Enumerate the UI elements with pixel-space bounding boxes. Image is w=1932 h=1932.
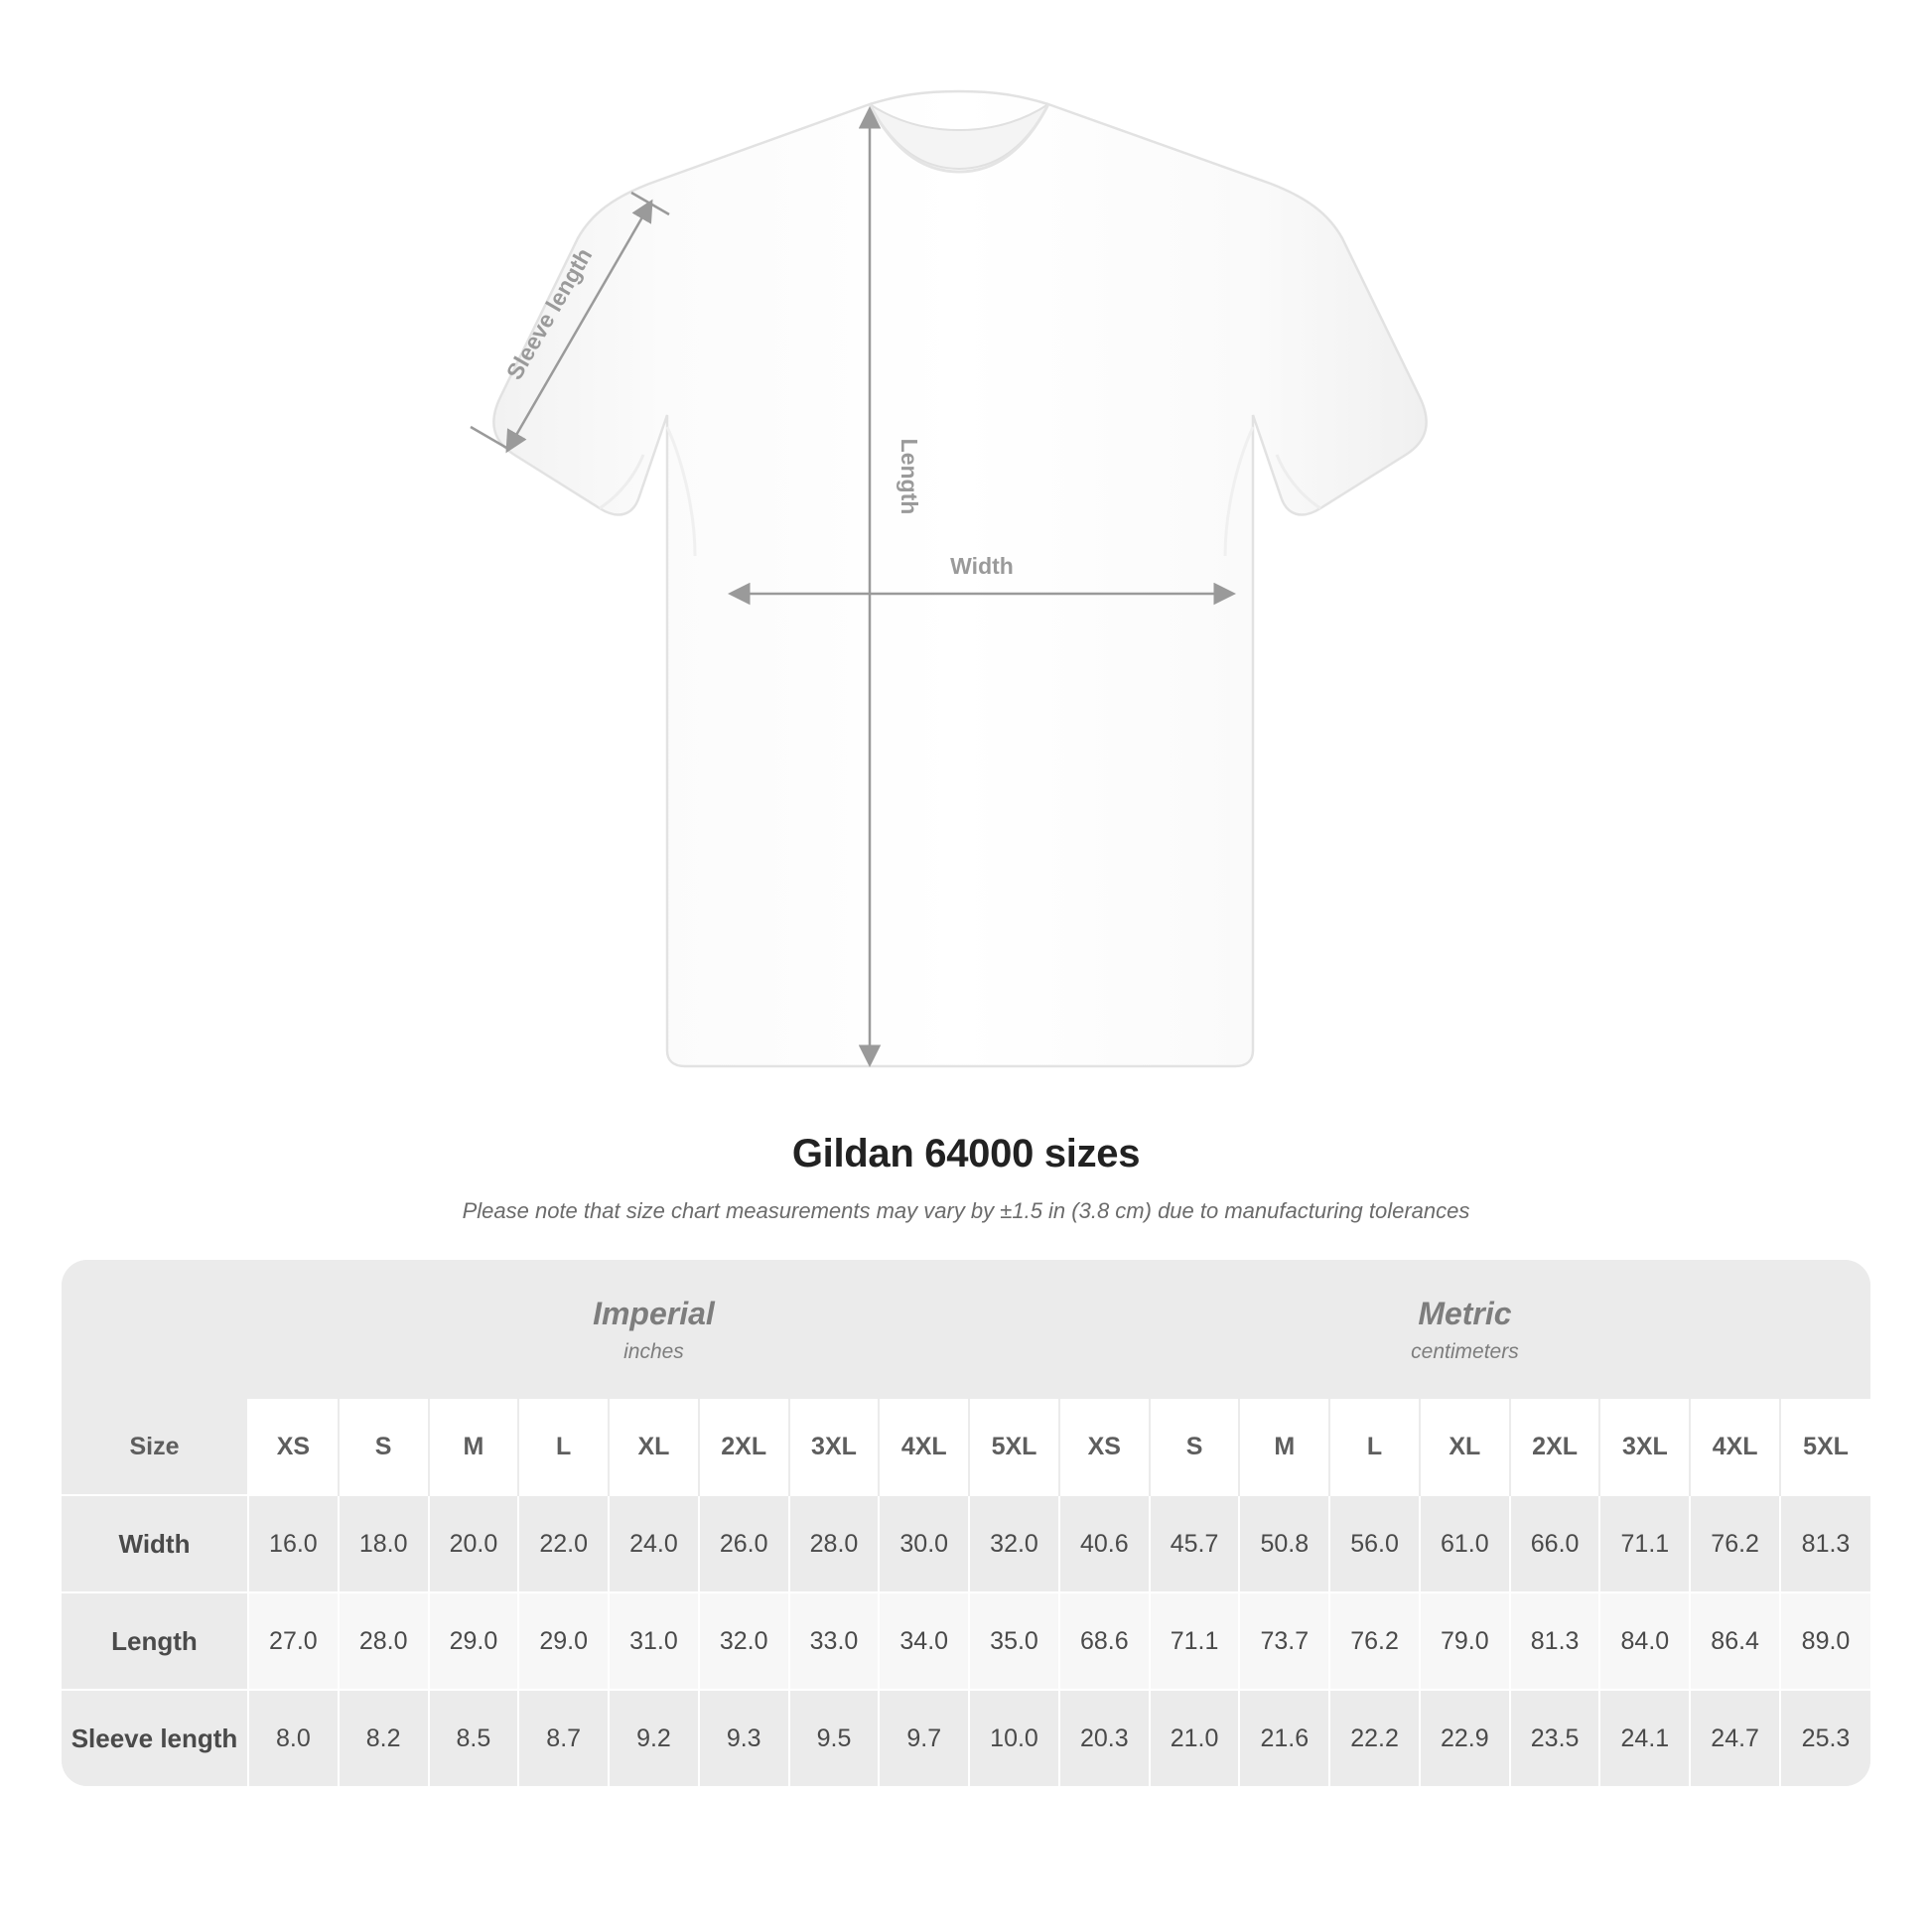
title-block bbox=[0, 1132, 1932, 1224]
table-cell: 84.0 bbox=[1599, 1592, 1690, 1690]
size-table bbox=[62, 1260, 1870, 1786]
table-cell: 9.7 bbox=[879, 1690, 969, 1786]
table-cell: 20.3 bbox=[1059, 1690, 1150, 1786]
table-cell: 9.5 bbox=[789, 1690, 880, 1786]
row-label: Sleeve length bbox=[62, 1690, 248, 1786]
table-cell: 40.6 bbox=[1059, 1495, 1150, 1592]
table-cell: 76.2 bbox=[1690, 1495, 1780, 1592]
table-cell: 8.2 bbox=[339, 1690, 429, 1786]
tshirt-shape bbox=[493, 91, 1426, 1066]
table-cell: 28.0 bbox=[339, 1592, 429, 1690]
table-cell: 28.0 bbox=[789, 1495, 880, 1592]
table-cell: 9.3 bbox=[699, 1690, 789, 1786]
unit-header-row bbox=[62, 1260, 1870, 1399]
size-table-wrapper bbox=[62, 1260, 1870, 1786]
table-cell: 79.0 bbox=[1420, 1592, 1510, 1690]
table-cell: 22.2 bbox=[1329, 1690, 1420, 1786]
table-cell: 25.3 bbox=[1780, 1690, 1870, 1786]
table-cell: 73.7 bbox=[1239, 1592, 1329, 1690]
table-row bbox=[62, 1495, 1870, 1592]
table-cell: 24.7 bbox=[1690, 1690, 1780, 1786]
row-label: Width bbox=[62, 1495, 248, 1592]
size-column-header: 3XL bbox=[789, 1399, 880, 1495]
unit-group-imperial bbox=[248, 1260, 1059, 1399]
size-column-header: XL bbox=[1420, 1399, 1510, 1495]
unit-group-metric bbox=[1059, 1260, 1870, 1399]
size-column-header: 5XL bbox=[969, 1399, 1059, 1495]
table-cell: 22.0 bbox=[518, 1495, 609, 1592]
page-title: Gildan 64000 sizes bbox=[791, 1132, 1141, 1175]
table-row bbox=[62, 1690, 1870, 1786]
table-cell: 50.8 bbox=[1239, 1495, 1329, 1592]
table-cell: 8.5 bbox=[429, 1690, 519, 1786]
table-cell: 76.2 bbox=[1329, 1592, 1420, 1690]
size-column-header: S bbox=[1150, 1399, 1240, 1495]
table-cell: 21.6 bbox=[1239, 1690, 1329, 1786]
tolerance-note: Please note that size chart measurements may vary by ±1.5 in (3.8 cm) due to manufacturing tolerances bbox=[462, 1198, 1470, 1223]
size-column-header: 4XL bbox=[1690, 1399, 1780, 1495]
table-cell: 18.0 bbox=[339, 1495, 429, 1592]
table-cell: 10.0 bbox=[969, 1690, 1059, 1786]
table-cell: 71.1 bbox=[1150, 1592, 1240, 1690]
table-cell: 34.0 bbox=[879, 1592, 969, 1690]
size-column-header: L bbox=[518, 1399, 609, 1495]
size-column-header: 5XL bbox=[1780, 1399, 1870, 1495]
table-cell: 9.2 bbox=[609, 1690, 699, 1786]
table-cell: 32.0 bbox=[969, 1495, 1059, 1592]
table-cell: 20.0 bbox=[429, 1495, 519, 1592]
table-cell: 24.1 bbox=[1599, 1690, 1690, 1786]
label-width: Width bbox=[950, 553, 1014, 579]
size-column-header: XL bbox=[609, 1399, 699, 1495]
size-column-header: 2XL bbox=[699, 1399, 789, 1495]
table-cell: 81.3 bbox=[1780, 1495, 1870, 1592]
size-header-label: Size bbox=[62, 1399, 248, 1495]
size-column-header: 2XL bbox=[1510, 1399, 1600, 1495]
size-column-header: S bbox=[339, 1399, 429, 1495]
label-length: Length bbox=[897, 438, 922, 515]
size-column-header: M bbox=[429, 1399, 519, 1495]
table-cell: 21.0 bbox=[1150, 1690, 1240, 1786]
size-column-header: XS bbox=[1059, 1399, 1150, 1495]
size-column-header: XS bbox=[248, 1399, 339, 1495]
table-cell: 89.0 bbox=[1780, 1592, 1870, 1690]
table-cell: 81.3 bbox=[1510, 1592, 1600, 1690]
size-header-row bbox=[62, 1399, 1870, 1495]
table-cell: 61.0 bbox=[1420, 1495, 1510, 1592]
table-cell: 27.0 bbox=[248, 1592, 339, 1690]
label-sleeve-length: Sleeve length bbox=[500, 243, 598, 384]
table-cell: 32.0 bbox=[699, 1592, 789, 1690]
table-cell: 8.0 bbox=[248, 1690, 339, 1786]
table-cell: 31.0 bbox=[609, 1592, 699, 1690]
table-cell: 30.0 bbox=[879, 1495, 969, 1592]
unit-group-sub: inches bbox=[623, 1339, 684, 1363]
table-cell: 24.0 bbox=[609, 1495, 699, 1592]
table-cell: 23.5 bbox=[1510, 1690, 1600, 1786]
table-cell: 33.0 bbox=[789, 1592, 880, 1690]
table-cell: 22.9 bbox=[1420, 1690, 1510, 1786]
table-cell: 68.6 bbox=[1059, 1592, 1150, 1690]
table-cell: 29.0 bbox=[518, 1592, 609, 1690]
size-column-header: 3XL bbox=[1599, 1399, 1690, 1495]
unit-group-name: Imperial bbox=[593, 1295, 715, 1331]
table-cell: 56.0 bbox=[1329, 1495, 1420, 1592]
unit-group-sub: centimeters bbox=[1411, 1339, 1519, 1363]
row-label: Length bbox=[62, 1592, 248, 1690]
table-cell: 86.4 bbox=[1690, 1592, 1780, 1690]
table-cell: 26.0 bbox=[699, 1495, 789, 1592]
size-column-header: 4XL bbox=[879, 1399, 969, 1495]
table-cell: 45.7 bbox=[1150, 1495, 1240, 1592]
size-column-header: M bbox=[1239, 1399, 1329, 1495]
table-corner-cell bbox=[62, 1260, 248, 1399]
table-cell: 29.0 bbox=[429, 1592, 519, 1690]
table-cell: 66.0 bbox=[1510, 1495, 1600, 1592]
table-cell: 71.1 bbox=[1599, 1495, 1690, 1592]
unit-group-name: Metric bbox=[1418, 1295, 1512, 1331]
table-cell: 8.7 bbox=[518, 1690, 609, 1786]
table-cell: 35.0 bbox=[969, 1592, 1059, 1690]
table-cell: 16.0 bbox=[248, 1495, 339, 1592]
table-row bbox=[62, 1592, 1870, 1690]
size-column-header: L bbox=[1329, 1399, 1420, 1495]
